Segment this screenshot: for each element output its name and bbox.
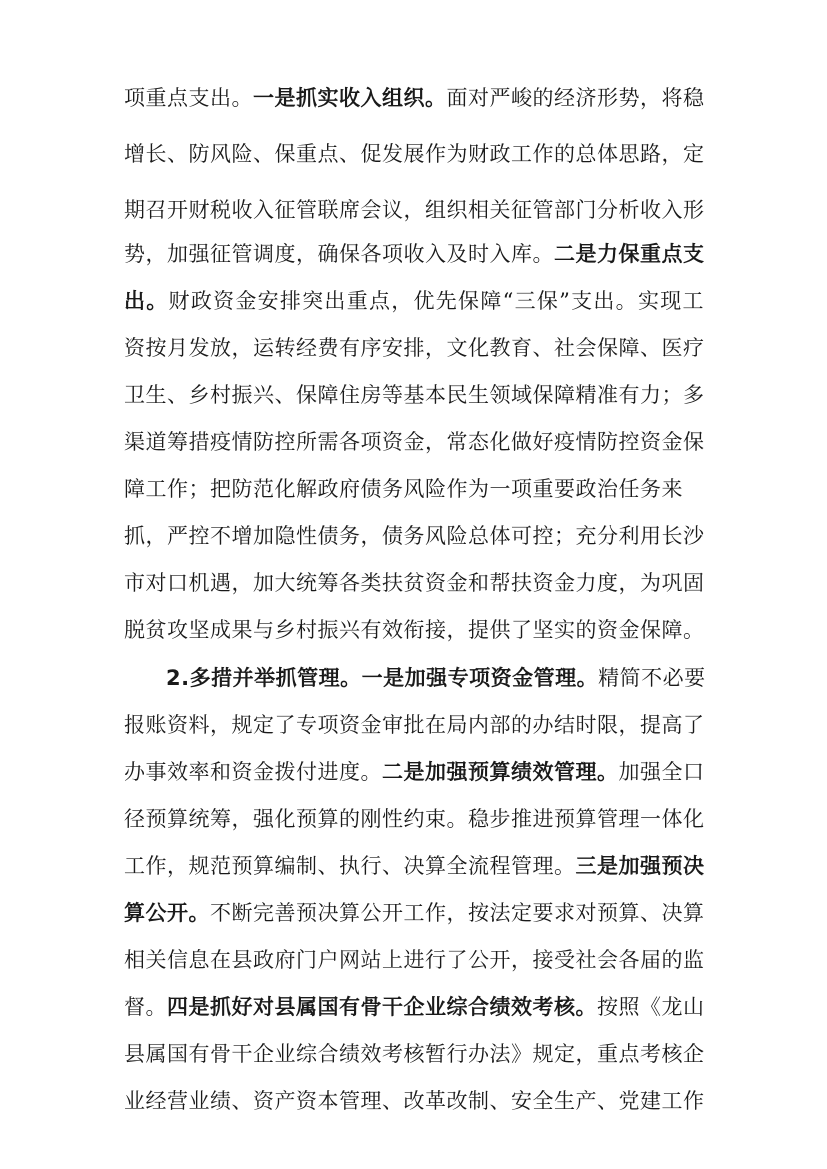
bold-heading: 一是抓实收入组织。 xyxy=(253,86,447,110)
bold-heading: 三是加强预决 xyxy=(575,854,705,878)
text-line xyxy=(124,1083,704,1119)
bold-heading: 二是加强预算绩效管理。 xyxy=(382,760,619,784)
bold-heading: 2.多措并举抓管理。一是加强专项资金管理。 xyxy=(166,666,599,690)
text-span: 卫生、乡村振兴、保障住房等基本民生领域保障精准有力；多 xyxy=(124,383,705,407)
text-span: 面对严峻的经济形势，将稳 xyxy=(446,86,705,110)
text-line xyxy=(124,424,704,460)
text-span: 按照《龙山 xyxy=(597,995,705,1019)
text-span: 相关信息在县政府门户网站上进行了公开，接受社会各届的监 xyxy=(124,948,705,972)
text-line xyxy=(124,377,704,413)
text-span: 加强全口 xyxy=(618,760,705,784)
text-span: 资按月发放，运转经费有序安排，文化教育、社会保障、医疗 xyxy=(124,336,705,360)
text-span: 项重点支出。 xyxy=(124,86,253,110)
text-line xyxy=(124,283,704,319)
text-line xyxy=(124,236,704,272)
text-span: 不断完善预决算公开工作，按法定要求对预算、决算 xyxy=(210,901,705,925)
text-line xyxy=(124,471,704,507)
text-line xyxy=(124,942,704,978)
text-line xyxy=(124,1036,704,1072)
text-span: 报账资料，规定了专项资金审批在局内部的办结时限，提高了 xyxy=(124,713,705,737)
text-span: 抓，严控不增加隐性债务，债务风险总体可控；充分利用长沙 xyxy=(124,524,705,548)
text-span: 财政资金安排突出重点，优先保障“三保”支出。实现工 xyxy=(168,289,704,313)
text-span: 县属国有骨干企业综合绩效考核暂行办法》规定，重点考核企 xyxy=(124,1042,705,1066)
text-span: 工作，规范预算编制、执行、决算全流程管理。 xyxy=(124,854,576,878)
text-span: 障工作；把防范化解政府债务风险作为一项重要政治任务来 xyxy=(124,477,683,501)
text-span: 脱贫攻坚成果与乡村振兴有效衔接，提供了坚实的资金保障。 xyxy=(124,618,705,642)
text-span: 势，加强征管调度，确保各项收入及时入库。 xyxy=(124,242,554,266)
text-line xyxy=(124,989,704,1025)
bold-heading: 四是抓好对县属国有骨干企业综合绩效考核。 xyxy=(167,995,597,1019)
text-line xyxy=(124,707,704,743)
text-span: 精简不必要 xyxy=(598,666,706,690)
text-span: 督。 xyxy=(124,995,167,1019)
text-span: 办事效率和资金拨付进度。 xyxy=(124,760,382,784)
text-span: 径预算统筹，强化预算的刚性约束。稳步推进预算管理一体化 xyxy=(124,807,705,831)
text-line xyxy=(124,612,704,648)
text-span: 期召开财税收入征管联席会议，组织相关征管部门分析收入形 xyxy=(124,198,705,222)
text-line xyxy=(124,518,704,554)
text-line xyxy=(124,565,704,601)
text-line xyxy=(124,136,704,172)
text-line xyxy=(124,801,704,837)
text-line xyxy=(124,895,704,931)
text-span: 业经营业绩、资产资本管理、改革改制、安全生产、党建工作 xyxy=(124,1089,705,1113)
text-line xyxy=(124,192,704,228)
text-line xyxy=(124,330,704,366)
text-line xyxy=(166,660,704,696)
text-line xyxy=(124,754,704,790)
text-line xyxy=(124,848,704,884)
text-span: 增长、防风险、保重点、促发展作为财政工作的总体思路，定 xyxy=(124,142,705,166)
bold-heading: 出。 xyxy=(124,289,169,313)
text-line xyxy=(124,80,704,116)
text-span: 市对口机遇，加大统筹各类扶贫资金和帮扶资金力度，为巩固 xyxy=(124,571,705,595)
bold-heading: 二是力保重点支 xyxy=(554,242,705,266)
text-span: 渠道筹措疫情防控所需各项资金，常态化做好疫情防控资金保 xyxy=(124,430,705,454)
bold-heading: 算公开。 xyxy=(124,901,210,925)
